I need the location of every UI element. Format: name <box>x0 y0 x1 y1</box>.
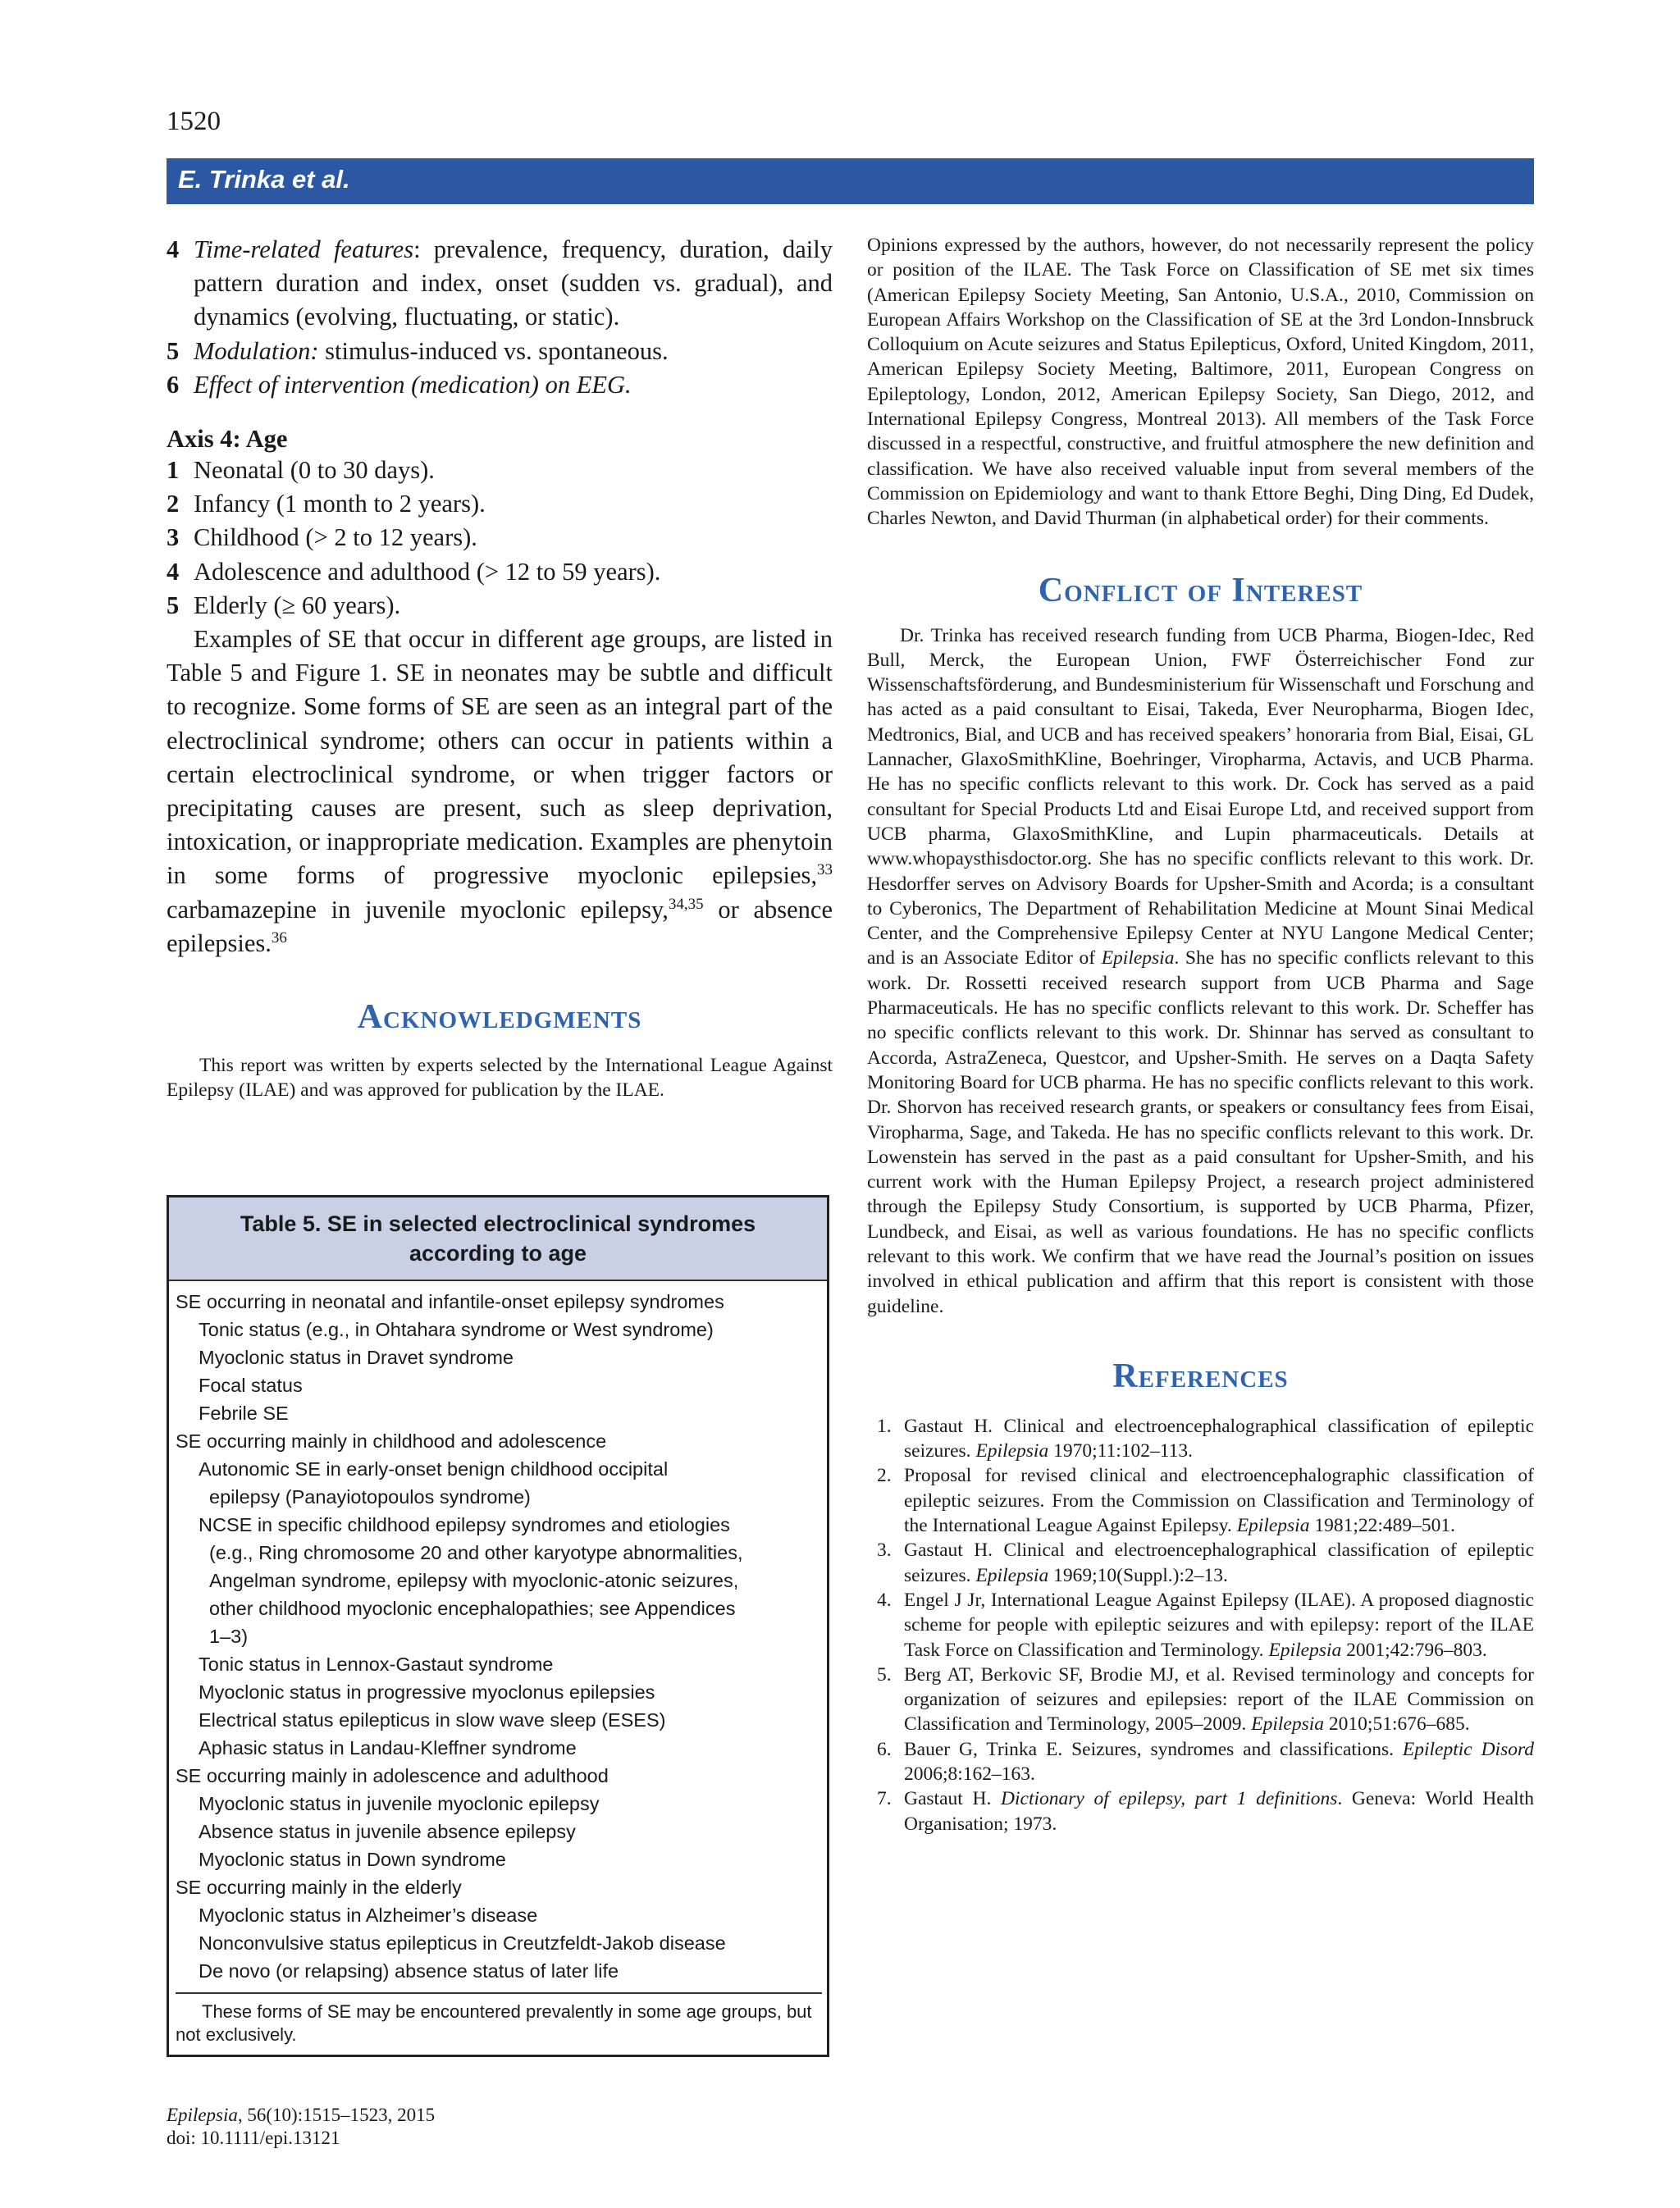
left-column <box>167 233 833 1103</box>
table-group-row: SE occurring mainly in childhood and adolescence <box>176 1430 607 1452</box>
table-row: Myoclonic status in juvenile myoclonic epilepsy <box>199 1793 600 1814</box>
reference-item: 5. Berg AT, Berkovic SF, Brodie MJ, et al. Revised terminology and concepts for organization of seizures and epilepsies: report of the ILAE Commission on Classification and Terminology, 2005–2009. Epilepsia 2010;51:676–685. <box>877 1663 1534 1736</box>
references-list <box>867 1414 1534 1836</box>
age-list <box>167 454 833 623</box>
list-item: 2 Infancy (1 month to 2 years). <box>167 490 486 518</box>
right-column <box>867 233 1534 1836</box>
reference-item: 6. Bauer G, Trinka E. Seizures, syndromes and classifications. Epileptic Disord 2006;8:162–163. <box>877 1738 1534 1786</box>
author-banner <box>167 158 1534 204</box>
time-features-list <box>167 233 833 402</box>
page-number: 1520 <box>167 107 221 136</box>
list-item: 4 Time-related features: prevalence, frequency, duration, daily pattern duration and index, onset (sudden vs. gradual), and dynamics (evolving, fluctuating, or static). <box>167 235 833 331</box>
table-row: De novo (or relapsing) absence status of later life <box>199 1960 619 1982</box>
list-item: 4 Adolescence and adulthood (> 12 to 59 years). <box>167 557 661 586</box>
table-row: Aphasic status in Landau-Kleffner syndrome <box>199 1737 577 1759</box>
reference-number: 2. <box>877 1465 892 1487</box>
reference-number: 7. <box>877 1788 892 1810</box>
table-row: Absence status in juvenile absence epilepsy <box>199 1821 576 1842</box>
journal-footer: Epilepsia, 56(10):1515–1523, 2015 doi: 10.1111/epi.13121 <box>167 2105 436 2148</box>
acknowledgments-heading: Acknowledgments <box>357 998 642 1037</box>
table-row: Myoclonic status in Dravet syndrome <box>199 1347 514 1368</box>
reference-item: 7. Gastaut H. Dictionary of epilepsy, part 1 definitions. Geneva: World Health Organisation; 1973. <box>877 1788 1534 1835</box>
reference-number: 1. <box>877 1415 892 1437</box>
table-group-row: SE occurring mainly in adolescence and adulthood <box>176 1765 609 1786</box>
age-groups-paragraph: Examples of SE that occur in different age groups, are listed in Table 5 and Figure 1. SE in neonates may be subtle and difficult to recognize. Some forms of SE are seen as an integral part of the electroclinical syndrome; others can occur in patients within a certain electroclinical syndrome, or when trigger factors or precipitating causes are present, such as sleep deprivation, intoxication, or inappropriate medication. Examples are phenytoin in some forms of progressive myoclonic epilepsies,$^{33}$ carbamazepine in juvenile myoclonic epilepsy,$^{34,35}$ or absence epilepsies.$^{36}$ <box>167 625 833 957</box>
table-group-row: SE occurring in neonatal and infantile-onset epilepsy syndromes <box>176 1291 724 1312</box>
table-row: (e.g., Ring chromosome 20 and other karyotype abnormalities, <box>209 1542 743 1563</box>
conflict-of-interest-text: Dr. Trinka has received research funding from UCB Pharma, Biogen-Idec, Red Bull, Merck, the European Union, FWF Österreichischer Fond zur Wissenschaftsförderung, and Bundesministerium für Wissenschaft und Forschung and has acted as a paid consultant to Eisai, Takeda, Ever Neuropharma, Biogen Idec, Medtronics, Bial, and UCB and has received speakers’ honoraria from Bial, Eisai, GL Lannacher, GlaxoSmithKline, Boehringer, Viropharma, Actavis, and UCB Pharma. He has no specific conflicts relevant to this work. Dr. Cock has served as a paid consultant for Special Products Ltd and Eisai Europe Ltd, and received support from UCB pharma, GlaxoSmithKline, and Lupin pharmaceuticals. Details at www.whopaysthisdoctor.org. She has no specific conflicts relevant to this work. Dr. Hesdorffer serves on Advisory Boards for Upsher-Smith and Acorda; is a consultant to Cyberonics, The Department of Rehabilitation Medicine at Mount Sinai Medical Center, and the Comprehensive Epilepsy Center at NYU Langone Medical Center; and is an Associate Editor of Epilepsia. She has no specific conflicts relevant to this work. Dr. Rossetti received research support from UCB Pharma and Sage Pharmaceuticals. He has no specific conflicts relevant to this work. Dr. Scheffer has no specific conflicts relevant to this work. Dr. Shinnar has served as consultant to Accorda, AstraZeneca, Questcor, and Upsher-Smith. He serves on a Daqta Safety Monitoring Board for UCB pharma. He has no specific conflicts relevant to this work. Dr. Shorvon has received research grants, or speakers or consultancy fees from Eisai, Viropharma, Sage, and Takeda. He has no specific conflicts relevant to this work. Dr. Lowenstein has served in the past as a paid consultant for Upsher-Smith, and his current work with the Human Epilepsy Project, a research project administered through the Epilepsy Study Consortium, is supported by UCB Pharma, Pfizer, Lundbeck, and Eisai, as well as various foundations. He has no specific conflicts relevant to this work. We confirm that we have read the Journal’s position on issues involved in ethical publication and affirm that this report is consistent with those guideline. <box>867 624 1534 1317</box>
reference-item: 2. Proposal for revised clinical and electroencephalographic classification of epileptic seizures. From the Commission on Classification and Terminology of the International League Against Epilepsy. Epilepsia 1981;22:489–501. <box>877 1465 1534 1537</box>
table-body <box>169 1281 827 1985</box>
reference-number: 4. <box>877 1589 892 1611</box>
citation-ref[interactable]: 33 <box>817 861 833 879</box>
list-item: 5 Elderly (≥ 60 years). <box>167 591 401 619</box>
table-row: Nonconvulsive status epilepticus in Creutzfeldt-Jakob disease <box>199 1932 726 1954</box>
table-row: Myoclonic status in Down syndrome <box>199 1849 506 1870</box>
table-row: other childhood myoclonic encephalopathies; see Appendices <box>209 1598 736 1619</box>
table-row: Focal status <box>199 1375 303 1396</box>
reference-item: 4. Engel J Jr, International League Against Epilepsy (ILAE). A proposed diagnostic scheme for people with epileptic seizures and with epilepsy: report of the ILAE Task Force on Classification and Terminology. Epilepsia 2001;42:796–803. <box>877 1589 1534 1661</box>
citation-ref[interactable]: 34,35 <box>668 895 704 913</box>
running-head-authors: E. Trinka et al. <box>178 165 350 194</box>
reference-item: 3. Gastaut H. Clinical and electroencephalographical classification of epileptic seizures. Epilepsia 1969;10(Suppl.):2–13. <box>877 1540 1534 1586</box>
table-row: Electrical status epilepticus in slow wave sleep (ESES) <box>199 1709 666 1731</box>
table-row: Febrile SE <box>199 1403 289 1424</box>
list-item: 6 Effect of intervention (medication) on EEG. <box>167 370 632 399</box>
table-row: Myoclonic status in Alzheimer’s disease <box>199 1905 538 1926</box>
reference-item: 1. Gastaut H. Clinical and electroencephalographical classification of epileptic seizures. Epilepsia 1970;11:102–113. <box>877 1415 1534 1462</box>
table-row: Myoclonic status in progressive myoclonus epilepsies <box>199 1681 655 1703</box>
table-caption: Table 5. SE in selected electroclinical syndromes according to age <box>169 1198 827 1281</box>
table-row: NCSE in specific childhood epilepsy syndromes and etiologies <box>199 1514 730 1535</box>
reference-number: 5. <box>877 1663 892 1686</box>
citation-ref[interactable]: 36 <box>271 928 287 947</box>
reference-number: 6. <box>877 1738 892 1760</box>
table-5 <box>167 1195 829 2057</box>
list-item: 3 Childhood (> 2 to 12 years). <box>167 523 477 552</box>
table-row: Angelman syndrome, epilepsy with myoclonic-atonic seizures, <box>209 1570 739 1591</box>
doi-link[interactable]: doi: 10.1111/epi.13121 <box>167 2128 340 2148</box>
table-row: Tonic status (e.g., in Ohtahara syndrome or West syndrome) <box>199 1319 714 1340</box>
conflict-of-interest-heading: Conflict of Interest <box>1038 571 1363 609</box>
axis4-heading: Axis 4: Age <box>167 425 288 454</box>
table-row: epilepsy (Panayiotopoulos syndrome) <box>209 1486 531 1508</box>
references-heading: References <box>1112 1357 1289 1395</box>
acknowledgments-text: This report was written by experts selected by the International League Against Epilepsy (ILAE) and was approved for publication by the ILAE. <box>167 1055 833 1102</box>
table-footnote: These forms of SE may be encountered prevalently in some age groups, but not exclusively. <box>176 1992 822 2046</box>
list-item: 1 Neonatal (0 to 30 days). <box>167 456 435 485</box>
opinions-paragraph: Opinions expressed by the authors, however, do not necessarily represent the policy or position of the ILAE. The Task Force on Classification of SE met six times (American Epilepsy Society Meeting, San Antonio, U.S.A., 2010, Commission on European Affairs Workshop on the Classification of SE at the 3rd London-Innsbruck Colloquium on Acute seizures and Status Epilepticus, Oxford, United Kingdom, 2011, American Epilepsy Society Meeting, Baltimore, 2011, European Congress on Epileptology, London, 2012, American Epilepsy Society, San Diego, 2012, and International Epilepsy Congress, Montreal 2013). All members of the Task Force discussed in a respectful, constructive, and fruitful atmosphere the new definition and classification. We have also received valuable input from several members of the Commission on Epidemiology and want to thank Ettore Beghi, Ding Ding, Ed Dudek, Charles Newton, and David Thurman (in alphabetical order) for their comments. <box>867 235 1534 530</box>
table-row: 1–3) <box>209 1626 249 1647</box>
table-group-row: SE occurring mainly in the elderly <box>176 1877 462 1898</box>
list-item: 5 Modulation: stimulus-induced vs. spontaneous. <box>167 336 669 365</box>
reference-number: 3. <box>877 1540 892 1562</box>
table-row: Autonomic SE in early-onset benign childhood occipital <box>199 1458 669 1480</box>
table-row: Tonic status in Lennox-Gastaut syndrome <box>199 1654 554 1675</box>
